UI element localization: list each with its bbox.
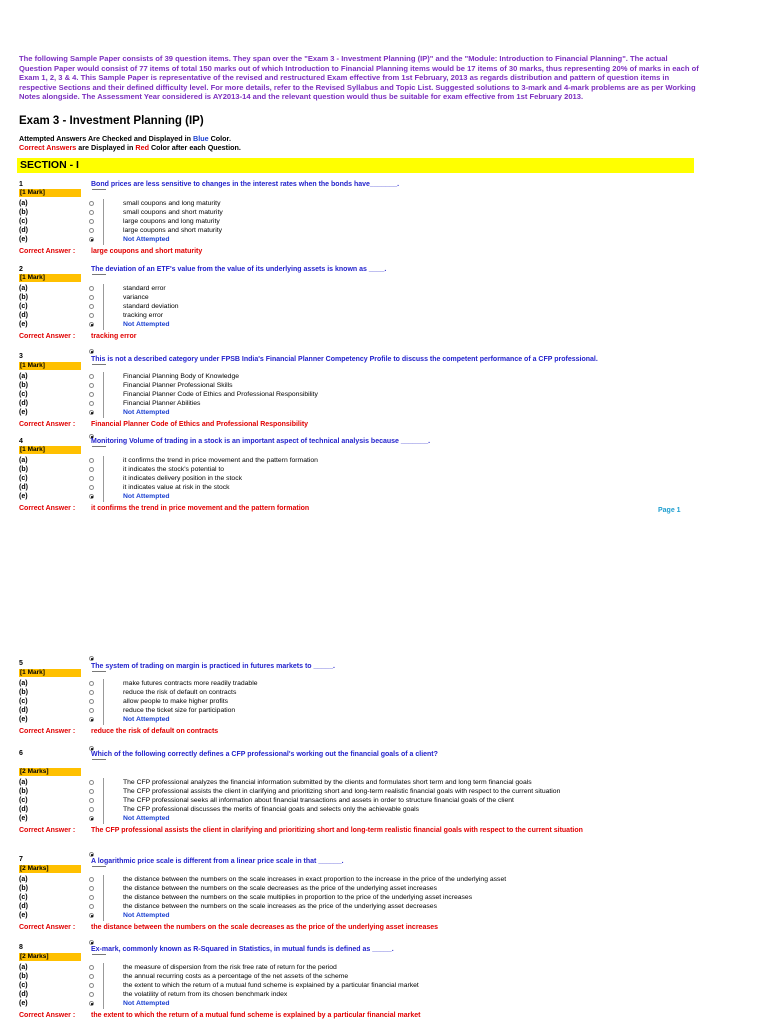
option-text: the distance between the numbers on the scale increases as the price of the underlying asset decreases	[123, 903, 437, 910]
option-radio[interactable]	[89, 717, 94, 722]
option-letter: (a)	[19, 200, 28, 207]
option-radio[interactable]	[89, 895, 94, 900]
legend-text: are Displayed in	[76, 143, 136, 152]
option-radio[interactable]	[89, 681, 94, 686]
option-radio[interactable]	[89, 286, 94, 291]
option-text: standard deviation	[123, 303, 179, 310]
question-number: 2	[19, 266, 23, 273]
option-letter: (b)	[19, 973, 28, 980]
question-stem: The deviation of an ETF's value from the value of its underlying assets is known as ____.	[91, 266, 387, 273]
stem-underline	[92, 189, 106, 190]
stem-underline	[92, 759, 106, 760]
option-text: The CFP professional analyzes the financial information submitted by the clients and formulates short term and long term financial goals	[123, 779, 532, 786]
option-row[interactable]	[19, 493, 719, 502]
option-text: it indicates delivery position in the stock	[123, 475, 243, 482]
option-row[interactable]	[19, 894, 719, 903]
option-radio[interactable]	[89, 304, 94, 309]
question-stem: Ex-mark, commonly known as R-Squared in Statistics, in mutual funds is defined as _____.	[91, 946, 394, 953]
option-row[interactable]	[19, 680, 719, 689]
option-text: the annual recurring costs as a percentage of the net assets of the scheme	[123, 973, 349, 980]
option-text: Not Attempted	[123, 716, 170, 723]
correct-answer-label: Correct Answer :	[19, 728, 76, 735]
question-number: 6	[19, 750, 23, 757]
option-letter: (a)	[19, 779, 28, 786]
stem-underline	[92, 364, 106, 365]
question-item	[19, 856, 719, 946]
option-row[interactable]	[19, 788, 719, 797]
question-radio[interactable]	[89, 656, 94, 661]
option-text: Not Attempted	[123, 493, 170, 500]
option-text: the distance between the numbers on the scale increases in exact proportion to the increase in the price of the underlying asset	[123, 876, 507, 883]
option-row[interactable]	[19, 806, 719, 815]
option-text: reduce the ticket size for participation	[123, 707, 236, 714]
question-number: 5	[19, 660, 23, 667]
option-radio[interactable]	[89, 1001, 94, 1006]
option-radio[interactable]	[89, 780, 94, 785]
correct-answer-text: Financial Planner Code of Ethics and Professional Responsibility	[91, 421, 309, 428]
option-text: variance	[123, 294, 149, 301]
option-letter: (e)	[19, 716, 28, 723]
stem-underline	[92, 954, 106, 955]
stem-underline	[92, 274, 106, 275]
option-letter: (b)	[19, 788, 28, 795]
correct-answer-label: Correct Answer :	[19, 827, 76, 834]
question-item	[19, 438, 719, 528]
option-divider	[103, 999, 104, 1009]
option-row[interactable]	[19, 779, 719, 788]
option-letter: (a)	[19, 876, 28, 883]
option-radio[interactable]	[89, 228, 94, 233]
legend-blue-word: Blue	[193, 134, 209, 143]
mark-badge: [2 Marks]	[19, 768, 81, 776]
option-text: the extent to which the return of a mutual fund scheme is explained by a particular financial market	[123, 982, 419, 989]
question-stem: Monitoring Volume of trading in a stock is an important aspect of technical analysis because _______.	[91, 438, 431, 445]
option-row[interactable]	[19, 382, 719, 391]
question-radio[interactable]	[89, 940, 94, 945]
option-text: The CFP professional seeks all information about financial transactions and assets in order to structure financial goals of the client	[123, 797, 514, 804]
option-radio[interactable]	[89, 401, 94, 406]
option-text: reduce the risk of default on contracts	[123, 689, 237, 696]
mark-badge: [2 Marks]	[19, 865, 81, 873]
option-radio[interactable]	[89, 965, 94, 970]
option-text: the distance between the numbers on the scale multiplies in proportion to the price of the underlying asset increases	[123, 894, 473, 901]
option-letter: (d)	[19, 312, 28, 319]
option-text: allow people to make higher profits	[123, 698, 229, 705]
option-radio[interactable]	[89, 807, 94, 812]
option-letter: (d)	[19, 707, 28, 714]
option-letter: (a)	[19, 373, 28, 380]
option-row[interactable]	[19, 321, 719, 330]
option-radio[interactable]	[89, 313, 94, 318]
option-letter: (b)	[19, 294, 28, 301]
option-text: Not Attempted	[123, 1000, 170, 1007]
option-divider	[103, 408, 104, 418]
option-radio[interactable]	[89, 201, 94, 206]
option-text: Not Attempted	[123, 409, 170, 416]
option-letter: (d)	[19, 484, 28, 491]
question-number: 1	[19, 181, 23, 188]
option-letter: (e)	[19, 815, 28, 822]
option-text: Financial Planner Professional Skills	[123, 382, 233, 389]
option-row[interactable]	[19, 982, 719, 991]
option-letter: (d)	[19, 991, 28, 998]
option-radio[interactable]	[89, 708, 94, 713]
stem-underline	[92, 866, 106, 867]
option-radio[interactable]	[89, 992, 94, 997]
option-row[interactable]	[19, 797, 719, 806]
option-letter: (b)	[19, 689, 28, 696]
option-text: it confirms the trend in price movement and the pattern formation	[123, 457, 318, 464]
option-text: Not Attempted	[123, 236, 170, 243]
option-letter: (b)	[19, 209, 28, 216]
option-row[interactable]	[19, 1000, 719, 1009]
legend-attempted	[19, 134, 231, 143]
option-text: small coupons and short maturity	[123, 209, 223, 216]
option-divider	[103, 492, 104, 502]
correct-answer-label: Correct Answer :	[19, 333, 76, 340]
mark-badge: [1 Mark]	[19, 274, 81, 282]
option-letter: (d)	[19, 806, 28, 813]
mark-badge: [2 Marks]	[19, 953, 81, 961]
option-divider	[103, 814, 104, 824]
option-radio[interactable]	[89, 476, 94, 481]
option-row[interactable]	[19, 689, 719, 698]
mark-badge: [1 Mark]	[19, 362, 81, 370]
option-radio[interactable]	[89, 485, 94, 490]
correct-answer-text: tracking error	[91, 333, 137, 340]
question-radio[interactable]	[89, 852, 94, 857]
option-letter: (a)	[19, 457, 28, 464]
question-stem: The system of trading on margin is practiced in futures markets to _____.	[91, 663, 335, 670]
option-row[interactable]	[19, 373, 719, 382]
option-letter: (c)	[19, 218, 28, 225]
option-row[interactable]	[19, 391, 719, 400]
option-radio[interactable]	[89, 886, 94, 891]
question-item	[19, 266, 719, 356]
option-radio[interactable]	[89, 322, 94, 327]
option-text: tracking error	[123, 312, 164, 319]
question-item	[19, 750, 719, 840]
mark-badge: [1 Mark]	[19, 446, 81, 454]
option-text: The CFP professional assists the client in clarifying and prioritizing short and long-term realistic financial goals with respect to the current situation	[123, 788, 561, 795]
option-letter: (e)	[19, 493, 28, 500]
option-text: it indicates the stock's potential to	[123, 466, 225, 473]
option-row[interactable]	[19, 218, 719, 227]
question-item	[19, 181, 719, 271]
option-radio[interactable]	[89, 816, 94, 821]
option-row[interactable]	[19, 236, 719, 245]
option-radio[interactable]	[89, 467, 94, 472]
option-radio[interactable]	[89, 798, 94, 803]
stem-underline	[92, 446, 106, 447]
option-text: large coupons and long maturity	[123, 218, 220, 225]
option-text: small coupons and long maturity	[123, 200, 221, 207]
option-letter: (e)	[19, 236, 28, 243]
option-row[interactable]	[19, 409, 719, 418]
question-stem: This is not a described category under FPSB India's Financial Planner Competency Profile to discuss the competent performance of a CFP professional.	[91, 356, 598, 363]
correct-answer-text: the distance between the numbers on the scale decreases as the price of the underlying asset increases	[91, 924, 439, 931]
option-row[interactable]	[19, 964, 719, 973]
option-divider	[103, 320, 104, 330]
correct-answer-text: the extent to which the return of a mutual fund scheme is explained by a particular financial market	[91, 1012, 421, 1019]
correct-answer-label: Correct Answer :	[19, 1012, 76, 1019]
option-text: the volatility of return from its chosen benchmark index	[123, 991, 288, 998]
option-row[interactable]	[19, 285, 719, 294]
option-radio[interactable]	[89, 295, 94, 300]
option-letter: (d)	[19, 227, 28, 234]
exam-title: Exam 3 - Investment Planning (IP)	[19, 115, 204, 127]
option-letter: (a)	[19, 964, 28, 971]
option-letter: (c)	[19, 894, 28, 901]
option-letter: (b)	[19, 466, 28, 473]
legend-text: Color after each Question.	[148, 143, 241, 152]
option-row[interactable]	[19, 400, 719, 409]
legend-correct	[19, 143, 241, 152]
correct-answer-text: reduce the risk of default on contracts	[91, 728, 219, 735]
section-header: SECTION - I	[17, 158, 694, 173]
correct-answer-text: it confirms the trend in price movement and the pattern formation	[91, 505, 310, 512]
option-row[interactable]	[19, 209, 719, 218]
question-number: 8	[19, 944, 23, 951]
correct-answer-label: Correct Answer :	[19, 421, 76, 428]
option-row[interactable]	[19, 475, 719, 484]
option-divider	[103, 235, 104, 245]
option-letter: (d)	[19, 903, 28, 910]
option-radio[interactable]	[89, 210, 94, 215]
option-radio[interactable]	[89, 789, 94, 794]
option-row[interactable]	[19, 484, 719, 493]
legend-text: Color.	[208, 134, 231, 143]
question-radio[interactable]	[89, 349, 94, 354]
option-text: Not Attempted	[123, 321, 170, 328]
question-stem: A logarithmic price scale is different from a linear price scale in that ______.	[91, 858, 344, 865]
option-radio[interactable]	[89, 392, 94, 397]
option-divider	[103, 911, 104, 921]
option-row[interactable]	[19, 707, 719, 716]
option-letter: (c)	[19, 475, 28, 482]
option-text: standard error	[123, 285, 166, 292]
option-row[interactable]	[19, 815, 719, 824]
legend-red-word: Red	[135, 143, 149, 152]
option-text: the distance between the numbers on the scale decreases as the price of the underlying asset increases	[123, 885, 437, 892]
legend-text: Attempted Answers Are Checked and Displayed in	[19, 134, 194, 143]
option-text: the measure of dispersion from the risk free rate of return for the period	[123, 964, 337, 971]
option-letter: (c)	[19, 303, 28, 310]
page-number: Page 1	[658, 507, 681, 514]
option-letter: (e)	[19, 321, 28, 328]
mark-badge: [1 Mark]	[19, 669, 81, 677]
option-letter: (c)	[19, 698, 28, 705]
option-text: Financial Planner Code of Ethics and Professional Responsibility	[123, 391, 318, 398]
option-letter: (e)	[19, 912, 28, 919]
option-text: Financial Planner Abilities	[123, 400, 201, 407]
option-radio[interactable]	[89, 494, 94, 499]
option-row[interactable]	[19, 457, 719, 466]
question-item	[19, 353, 719, 443]
question-number: 7	[19, 856, 23, 863]
option-letter: (c)	[19, 391, 28, 398]
option-row[interactable]	[19, 876, 719, 885]
option-text: Not Attempted	[123, 815, 170, 822]
option-letter: (a)	[19, 680, 28, 687]
option-row[interactable]	[19, 973, 719, 982]
option-row[interactable]	[19, 294, 719, 303]
option-radio[interactable]	[89, 904, 94, 909]
question-number: 4	[19, 438, 23, 445]
option-text: Not Attempted	[123, 912, 170, 919]
intro-paragraph: The following Sample Paper consists of 39 question items. They span over the "Exam 3 - Investment Planning (IP)" and the "Module: Introduction to Financial Planning". The actual Question Paper would consist of 77 items of total 150 marks out of which Introduction to Financial Planning items would be 17 items of 30 marks, thus representing 20% of marks in each of Exam 1, 2, 3 & 4. This Sample Paper is representative of the revised and restructured Exam effective from 1st February, 2013 as regards distribution and pattern of question items in respective Sections and their defined difficulty level. For more details, refer to the Revised Syllabus and Topic List. Suggested solutions to 3-mark and 4-mark problems are as per Working Notes alongside. The Assessment Year considered is AY2013-14 and the relevant question would thus be suitable for exam effective from 1st February 2013.	[19, 54, 699, 102]
option-row[interactable]	[19, 312, 719, 321]
question-number: 3	[19, 353, 23, 360]
option-letter: (b)	[19, 382, 28, 389]
option-radio[interactable]	[89, 410, 94, 415]
correct-answer-label: Correct Answer :	[19, 924, 76, 931]
option-letter: (c)	[19, 797, 28, 804]
option-row[interactable]	[19, 991, 719, 1000]
option-text: Financial Planning Body of Knowledge	[123, 373, 240, 380]
option-radio[interactable]	[89, 690, 94, 695]
option-radio[interactable]	[89, 877, 94, 882]
option-radio[interactable]	[89, 983, 94, 988]
option-text: large coupons and short maturity	[123, 227, 222, 234]
option-letter: (b)	[19, 885, 28, 892]
option-text: make futures contracts more readily tradable	[123, 680, 258, 687]
correct-answer-text: The CFP professional assists the client in clarifying and prioritizing short and long-term realistic financial goals with respect to the current situation	[91, 827, 583, 834]
option-radio[interactable]	[89, 913, 94, 918]
question-item	[19, 660, 719, 750]
stem-underline	[92, 671, 106, 672]
option-row[interactable]	[19, 466, 719, 475]
option-radio[interactable]	[89, 237, 94, 242]
mark-badge: [1 Mark]	[19, 189, 81, 197]
option-row[interactable]	[19, 716, 719, 725]
option-radio[interactable]	[89, 374, 94, 379]
legend-red-word: Correct Answers	[19, 143, 77, 152]
option-row[interactable]	[19, 903, 719, 912]
option-letter: (e)	[19, 409, 28, 416]
option-row[interactable]	[19, 200, 719, 209]
option-divider	[103, 715, 104, 725]
option-row[interactable]	[19, 912, 719, 921]
correct-answer-label: Correct Answer :	[19, 505, 76, 512]
option-radio[interactable]	[89, 458, 94, 463]
option-radio[interactable]	[89, 699, 94, 704]
option-radio[interactable]	[89, 974, 94, 979]
option-letter: (a)	[19, 285, 28, 292]
option-letter: (d)	[19, 400, 28, 407]
option-text: it indicates value at risk in the stock	[123, 484, 230, 491]
option-radio[interactable]	[89, 383, 94, 388]
option-letter: (e)	[19, 1000, 28, 1007]
option-row[interactable]	[19, 227, 719, 236]
option-letter: (c)	[19, 982, 28, 989]
question-stem: Bond prices are less sensitive to changes in the interest rates when the bonds have_______.	[91, 181, 400, 188]
option-radio[interactable]	[89, 219, 94, 224]
question-item	[19, 944, 719, 1034]
option-row[interactable]	[19, 303, 719, 312]
question-stem: Which of the following correctly defines a CFP professional's working out the financial goals of a client?	[91, 751, 438, 758]
correct-answer-text: large coupons and short maturity	[91, 248, 203, 255]
correct-answer-label: Correct Answer :	[19, 248, 76, 255]
option-row[interactable]	[19, 885, 719, 894]
option-text: The CFP professional discusses the merits of financial goals and selects only the achievable goals	[123, 806, 420, 813]
option-row[interactable]	[19, 698, 719, 707]
